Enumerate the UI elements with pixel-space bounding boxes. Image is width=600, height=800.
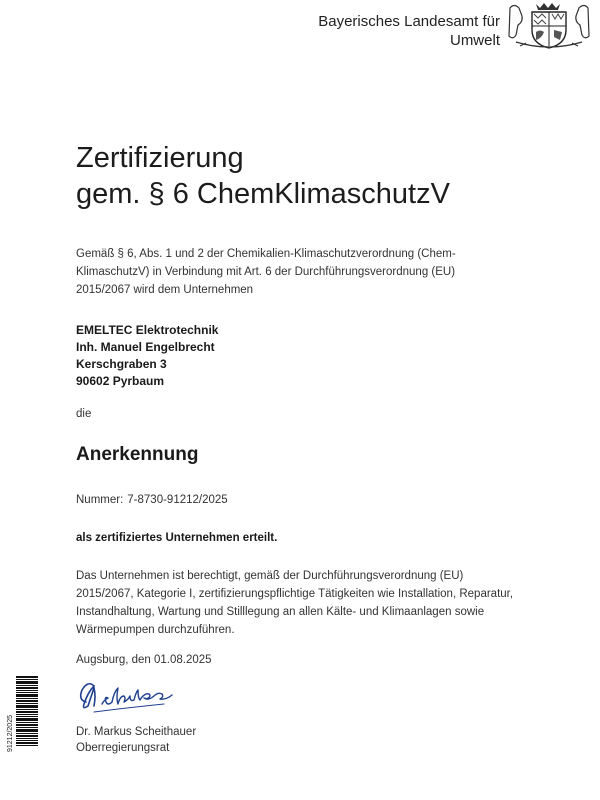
certificate-title [76, 140, 576, 212]
barcode [16, 676, 38, 746]
company-street: Kerschgraben 3 [76, 357, 167, 371]
authority-line-1: Bayerisches Landesamt für [318, 13, 500, 30]
company-owner: Inh. Manuel Engelbrecht [76, 340, 215, 354]
signer-block [76, 724, 196, 756]
title-line-2: gem. § 6 ChemKlimaschutzV [76, 178, 450, 210]
intro-paragraph: Gemäß § 6, Abs. 1 und 2 der Chemikalien-Klimaschutzverordnung (Chem-KlimaschutzV) in Verbindung mit Art. 6 der Durchführungsverordnung (EU) 2015/2067 wird dem Unternehmen [76, 248, 456, 296]
number-label: Nummer: [76, 494, 124, 506]
signer-name: Dr. Markus Scheithauer [76, 726, 197, 738]
place-and-date: Augsburg, den 01.08.2025 [76, 654, 212, 666]
authority-line-2: Umwelt [449, 32, 500, 49]
issuing-authority [270, 12, 500, 50]
bavarian-coat-of-arms-icon [506, 2, 592, 50]
connector-text: die [76, 408, 92, 420]
barcode-label: 91212/2025 [7, 715, 14, 752]
title-line-1: Zertifizierung [76, 142, 244, 174]
granted-statement: als zertifiziertes Unternehmen erteilt. [76, 532, 278, 544]
recognition-heading: Anerkennung [76, 444, 199, 465]
company-name: EMELTEC Elektrotechnik [76, 323, 219, 337]
company-address [76, 322, 476, 390]
handwritten-signature [72, 672, 202, 718]
scope-paragraph: Das Unternehmen ist berechtigt, gemäß der Durchführungsverordnung (EU) 2015/2067, Kategorie I, zertifizierungspflichtige Tätigkeiten wie Installation, Reparatur, Instandhaltung, Wartung und Stilllegung an allen Kälte- und Klimaanlagen sowie Wärmepumpen durchzuführen. [76, 570, 514, 636]
certificate-number [76, 494, 228, 506]
signer-role: Oberregierungsrat [76, 742, 170, 754]
company-city: 90602 Pyrbaum [76, 374, 165, 388]
number-value: 7-8730-91212/2025 [127, 494, 228, 506]
